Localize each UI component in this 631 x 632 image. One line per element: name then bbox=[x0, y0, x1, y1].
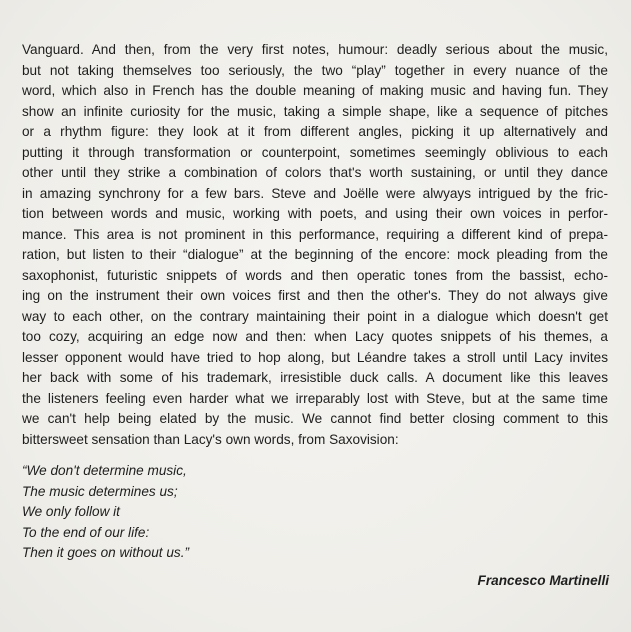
quoted-poem bbox=[22, 461, 422, 564]
essay-line: tion between words and music, working with poets, and using their own voices in perfor- bbox=[22, 206, 608, 221]
essay-line: lesser opponent would have tried to hop along, but Léandre takes a stroll until Lacy invites bbox=[22, 349, 608, 365]
essay-line: we can't help being elated by the music. We cannot find better closing comment to this bbox=[22, 411, 608, 426]
essay-line: putting it through transformation or counterpoint, sometimes seemingly oblivious to each bbox=[22, 144, 608, 160]
essay-line: too cozy, acquiring an edge now and then: when Lacy quotes snippets of his themes, a bbox=[22, 329, 608, 344]
poem-line: We only follow it bbox=[22, 504, 120, 519]
essay-line: mance. This area is not prominent in this performance, requiring a different kind of prepa- bbox=[22, 226, 608, 242]
essay-line: way to each other, on the contrary maintaining their point in a dialogue which doesn't get bbox=[22, 308, 608, 324]
essay-line: saxophonist, futuristic snippets of words and then operatic tones from the bassist, echo- bbox=[22, 267, 608, 283]
essay-line: bittersweet sensation than Lacy's own words, from Saxovision: bbox=[22, 431, 399, 447]
poem-line: Then it goes on without us.” bbox=[22, 545, 189, 560]
essay-line: ing on the instrument their own voices first and then the other's. They do not always give bbox=[22, 288, 608, 303]
essay-line: show an infinite curiosity for the music, taking a simple shape, like a sequence of pitches bbox=[22, 103, 608, 119]
essay-line: ration, but listen to their “dialogue” at the beginning of the encore: mock pleading from the bbox=[22, 247, 608, 262]
essay-line: Vanguard. And then, from the very first notes, humour: deadly serious about the music, bbox=[22, 42, 608, 57]
poem-line: The music determines us; bbox=[22, 483, 178, 499]
essay-paragraph bbox=[22, 40, 608, 450]
essay-line: other until they strike a combination of colors that's worth sustaining, or until they dance bbox=[22, 165, 608, 180]
poem-line: “We don't determine music, bbox=[22, 463, 187, 478]
essay-line: or a rhythm figure: they look at it from different angles, picking it up alternatively and bbox=[22, 124, 608, 139]
essay-line: her back with some of his trademark, irresistible duck calls. A document like this leaves bbox=[22, 370, 608, 385]
essay-line: the listeners feeling even harder what we irreparably lost with Steve, but at the same time bbox=[22, 390, 608, 406]
author-signature: Francesco Martinelli bbox=[477, 573, 609, 588]
essay-line: but not taking themselves too seriously, the two “play” together in every nuance of the bbox=[22, 62, 608, 78]
essay-line: word, which also in French has the double meaning of making music and having fun. They bbox=[22, 83, 608, 98]
essay-line: in amazing synchrony for a few bars. Steve and Joëlle were alwyays intrigued by the fric- bbox=[22, 185, 608, 201]
poem-line: To the end of our life: bbox=[22, 524, 150, 540]
